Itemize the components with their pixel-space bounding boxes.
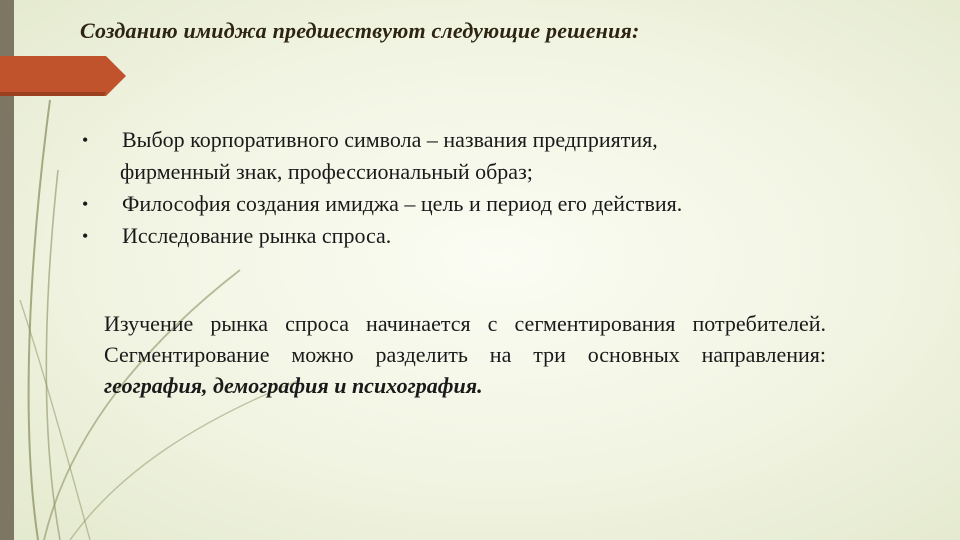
bullet-item-philosophy xyxy=(82,188,862,220)
bullet-text: Философия создания имиджа – цель и период его действия. xyxy=(122,191,683,216)
bullet-text: Выбор корпоративного символа – названия предприятия, xyxy=(122,127,658,152)
term-psychography: психография. xyxy=(351,373,483,398)
bullet-text-continued: фирменный знак, профессиональный образ; xyxy=(120,159,533,184)
body-paragraph xyxy=(104,308,826,401)
bullet-item-symbol xyxy=(82,124,862,188)
term-demography: демография xyxy=(213,373,329,398)
bullet-marker: • xyxy=(82,130,89,150)
slide-title: Созданию имиджа предшествуют следующие решения: xyxy=(80,18,640,43)
bullet-marker: • xyxy=(82,194,89,214)
paragraph-intro: Изучение рынка спроса начинается с сегментирования потребителей. Сегментирование можно разделить на три основных направления: xyxy=(104,311,826,367)
bullet-list xyxy=(82,124,862,252)
paragraph-conjunction: и xyxy=(334,373,347,398)
bullet-marker: • xyxy=(82,226,89,246)
bullet-text: Исследование рынка спроса. xyxy=(122,223,392,248)
accent-tab xyxy=(0,56,126,96)
term-geography: география, xyxy=(104,373,208,398)
bullet-item-research xyxy=(82,220,862,252)
